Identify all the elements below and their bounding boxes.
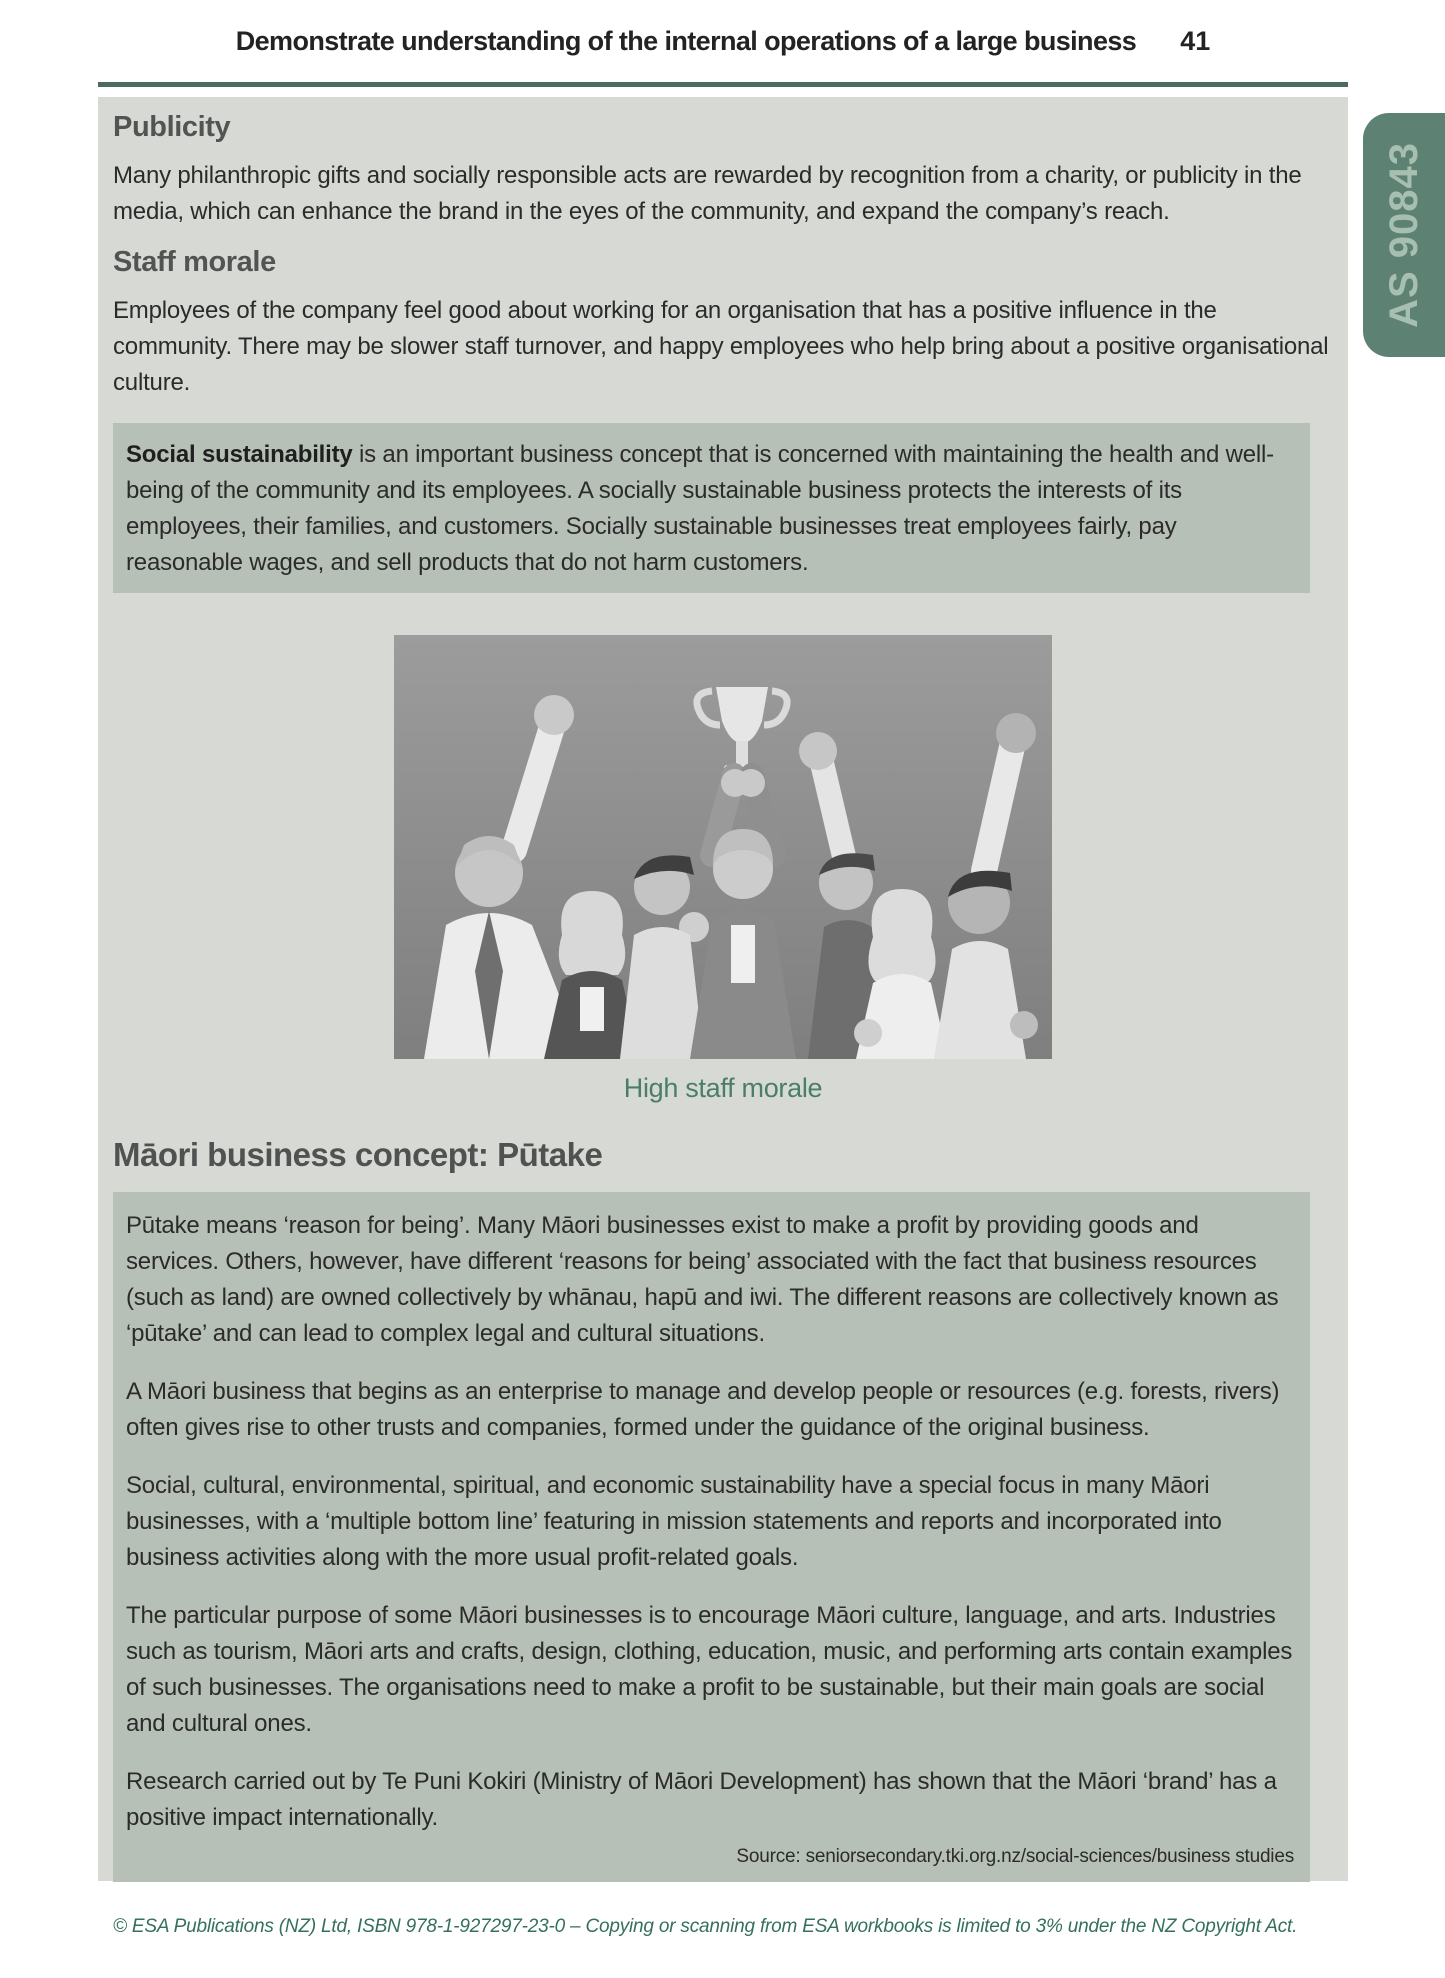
source-attribution: Source: seniorsecondary.tki.org.nz/social-sciences/business studies xyxy=(736,1846,1294,1867)
social-sustainability-paragraph xyxy=(126,437,1294,581)
publicity-heading: Publicity xyxy=(113,111,231,143)
photo-caption: High staff morale xyxy=(623,1073,823,1103)
content-panel xyxy=(98,97,1348,1881)
maori-paragraph-2: A Māori business that begins as an enterprise to manage and develop people or resources (e.g. forests, rivers) often gives rise to other trusts and companies, formed under the guidance of the original business. xyxy=(126,1378,1280,1441)
social-sustainability-box xyxy=(113,423,1310,593)
staff-celebration-photo xyxy=(394,635,1052,1059)
page-number: 41 xyxy=(1180,26,1211,56)
standard-tab-label: AS 90843 xyxy=(1381,142,1426,328)
page-title: Demonstrate understanding of the internal operations of a large business xyxy=(235,26,1137,56)
maori-paragraph-4: The particular purpose of some Māori businesses is to encourage Māori culture, language, and arts. Industries such as tourism, Māori arts and crafts, design, clothing, education, music, and performing arts contain examples of such businesses. The organisations need to make a profit to be sustainable, but their main goals are social and cultural ones. xyxy=(126,1602,1293,1737)
social-sustainability-lead: Social sustainability xyxy=(126,441,353,468)
staff-celebration-figure xyxy=(394,635,1052,1104)
standard-tab-as90843 xyxy=(1363,113,1445,357)
maori-paragraph-3: Social, cultural, environmental, spiritual, and economic sustainability have a special focus in many Māori businesses, with a ‘multiple bottom line’ featuring in mission statements and reports and incorporated into business activities along with the more usual profit-related goals. xyxy=(126,1472,1222,1571)
maori-paragraph-1: Pūtake means ‘reason for being’. Many Māori businesses exist to make a profit by providing goods and services. Others, however, have different ‘reasons for being’ associated with the fact that business resources (such as land) are owned collectively by whānau, hapū and iwi. The different reasons are collectively known as ‘pūtake’ and can lead to complex legal and cultural situations. xyxy=(126,1212,1279,1347)
staff-morale-heading: Staff morale xyxy=(113,246,276,278)
social-sustainability-text: is an important business concept that is concerned with maintaining the health and well-being of the community and its employees. A socially sustainable business protects the interests of its employees, their families, and customers. Socially sustainable businesses treat employees fairly, pay reasonable wages, and sell products that do not harm customers. xyxy=(126,441,1274,576)
publicity-paragraph: Many philanthropic gifts and socially responsible acts are rewarded by recognition from a charity, or publicity in the media, which can enhance the brand in the eyes of the community, and expand the company’s reach. xyxy=(113,162,1302,225)
maori-concept-heading: Māori business concept: Pūtake xyxy=(113,1136,603,1173)
staff-morale-paragraph: Employees of the company feel good about working for an organisation that has a positive influence in the community. There may be slower staff turnover, and happy employees who help bring about a positive organisational culture. xyxy=(113,297,1329,396)
page-header xyxy=(98,26,1348,57)
maori-paragraph-5: Research carried out by Te Puni Kokiri (Ministry of Māori Development) has shown that the Māori ‘brand’ has a positive impact internationally. xyxy=(126,1768,1277,1831)
maori-concept-box xyxy=(113,1192,1310,1882)
header-divider xyxy=(98,82,1348,87)
copyright-footer: © ESA Publications (NZ) Ltd, ISBN 978-1-927297-23-0 – Copying or scanning from ESA workbooks is limited to 3% under the NZ Copyright Act. xyxy=(113,1916,1298,1937)
